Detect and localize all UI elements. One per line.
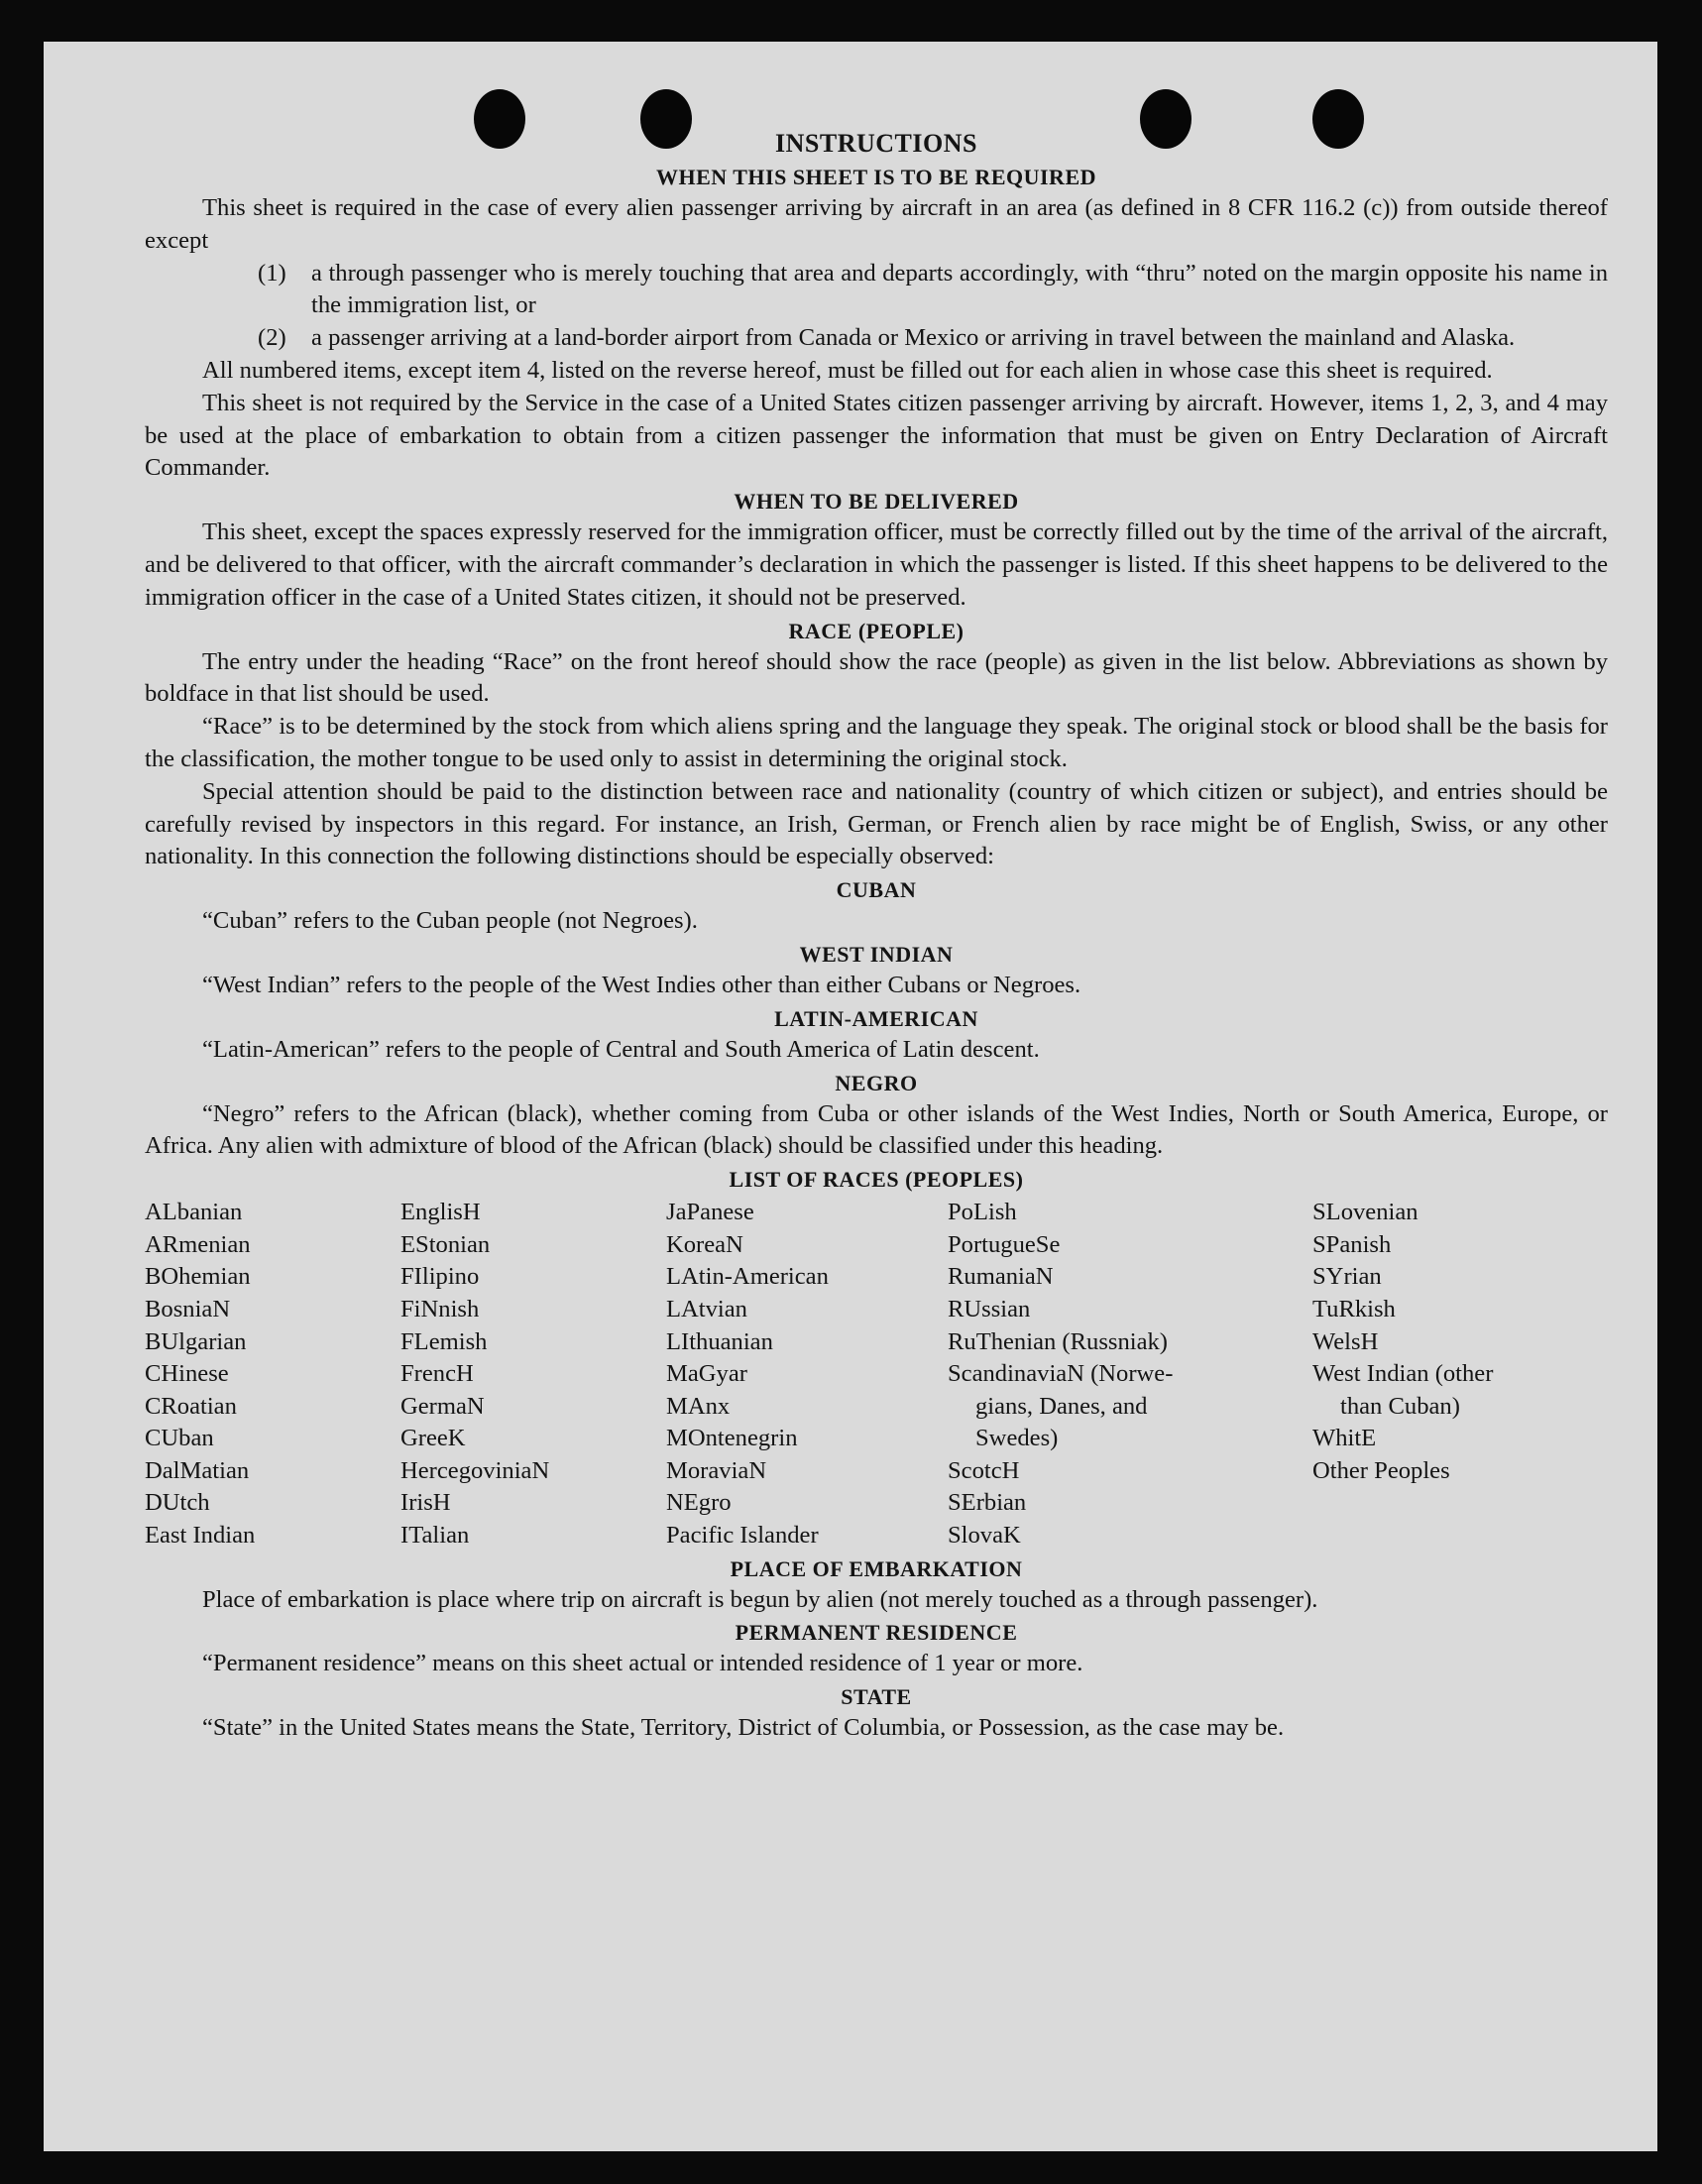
- race-entry: RUssian: [948, 1295, 1031, 1322]
- section-heading-state: STATE: [841, 1684, 912, 1710]
- races-column: [1312, 1197, 1608, 1552]
- required-intro: This sheet is required in the case of every alien passenger arriving by aircraft in an area (as defined in 8 CFR 116.2 (c)) from outside thereof except: [145, 194, 1608, 254]
- race-entry: gians, Danes, and: [975, 1392, 1148, 1420]
- race-entry: CUban: [145, 1425, 214, 1452]
- definition-text: “Negro” refers to the African (black), whether coming from Cuba or other islands of the West Indies, North or South America, Europe, or Africa. Any alien with admixture of blood of the African (black) should be classified under this heading.: [145, 1099, 1608, 1160]
- race-entry: MoraviaN: [666, 1456, 767, 1484]
- definition-heading: WEST INDIAN: [799, 941, 954, 967]
- race-entry: East Indian: [145, 1522, 256, 1550]
- numbered-items-paragraph: All numbered items, except item 4, listed on the reverse hereof, must be filled out for each alien in whose case this sheet is required.: [202, 356, 1493, 384]
- race-entry: GreeK: [400, 1425, 466, 1452]
- race-entry: Other Peoples: [1312, 1456, 1450, 1484]
- exception-number: (2): [258, 324, 286, 352]
- race-entry: DUtch: [145, 1489, 210, 1517]
- race-entry: MaGyar: [666, 1360, 747, 1388]
- exception-number: (1): [258, 259, 286, 287]
- race-entry: SlovaK: [948, 1522, 1021, 1550]
- race-entry: TuRkish: [1312, 1295, 1396, 1322]
- races-column: [400, 1197, 666, 1552]
- exception-item: [258, 322, 1608, 355]
- race-paragraph: “Race” is to be determined by the stock from which aliens spring and the language they speak. The original stock or blood shall be the basis for the classification, the mother tongue to be used only to assist in determining the original stock.: [145, 713, 1608, 772]
- race-entry: Pacific Islander: [666, 1522, 819, 1550]
- race-entry: HercegoviniaN: [400, 1456, 550, 1484]
- race-entry: SLovenian: [1312, 1199, 1418, 1226]
- definition-text: “Latin-American” refers to the people of Central and South America of Latin descent.: [202, 1035, 1040, 1063]
- race-entry: CRoatian: [145, 1392, 237, 1420]
- race-entry: GermaN: [400, 1392, 485, 1420]
- state-paragraph: “State” in the United States means the State, Territory, District of Columbia, or Possession, as the case may be.: [202, 1714, 1285, 1742]
- race-entry: ScotcH: [948, 1456, 1020, 1484]
- race-entry: ITalian: [400, 1522, 470, 1550]
- race-entry: FLemish: [400, 1327, 488, 1355]
- exception-item: [258, 258, 1608, 323]
- race-entry: NEgro: [666, 1489, 732, 1517]
- race-entry: DalMatian: [145, 1456, 250, 1484]
- race-entry: SErbian: [948, 1489, 1027, 1517]
- race-entry: WhitE: [1312, 1425, 1377, 1452]
- race-entry: FrencH: [400, 1360, 474, 1388]
- exception-text: a through passenger who is merely touching that area and departs accordingly, with “thru” noted on the margin opposite his name in the immigration list, or: [311, 259, 1608, 319]
- races-list-heading: LIST OF RACES (PEOPLES): [729, 1167, 1024, 1193]
- definition-heading: NEGRO: [835, 1070, 918, 1095]
- section-heading-delivered: WHEN TO BE DELIVERED: [734, 489, 1019, 515]
- race-entry: RumaniaN: [948, 1263, 1054, 1291]
- race-entry: PortugueSe: [948, 1230, 1061, 1258]
- residence-paragraph: “Permanent residence” means on this sheet actual or intended residence of 1 year or more.: [202, 1650, 1083, 1677]
- section-heading-residence: PERMANENT RESIDENCE: [735, 1620, 1018, 1646]
- section-heading-embarkation: PLACE OF EMBARKATION: [730, 1555, 1023, 1581]
- section-heading-race: RACE (PEOPLE): [788, 618, 964, 643]
- race-entry: SYrian: [1312, 1263, 1382, 1291]
- race-entry: SPanish: [1312, 1230, 1392, 1258]
- race-entry: ScandinaviaN (Norwe-: [948, 1360, 1174, 1388]
- race-entry: EnglisH: [400, 1199, 481, 1226]
- race-entry: CHinese: [145, 1360, 229, 1388]
- document-sheet: [44, 42, 1657, 2151]
- section-heading-required: WHEN THIS SHEET IS TO BE REQUIRED: [655, 165, 1097, 189]
- embarkation-paragraph: Place of embarkation is place where trip on aircraft is begun by alien (not merely touched as a through passenger).: [202, 1585, 1318, 1613]
- race-entry: JaPanese: [666, 1199, 754, 1226]
- race-entry: LAtin-American: [666, 1263, 829, 1291]
- definition-text: “Cuban” refers to the Cuban people (not Negroes).: [202, 907, 698, 935]
- races-column: [145, 1197, 400, 1552]
- definition-heading: CUBAN: [836, 877, 917, 903]
- definition-text: “West Indian” refers to the people of the West Indies other than either Cubans or Negroes.: [202, 971, 1081, 998]
- race-entry: MAnx: [666, 1392, 731, 1420]
- race-entry: IrisH: [400, 1489, 451, 1517]
- race-entry: BosniaN: [145, 1295, 231, 1322]
- race-entry: MOntenegrin: [666, 1425, 798, 1452]
- race-entry: PoLish: [948, 1199, 1017, 1226]
- race-entry: KoreaN: [666, 1230, 743, 1258]
- race-entry: than Cuban): [1340, 1392, 1460, 1420]
- race-entry: Swedes): [975, 1425, 1059, 1452]
- race-paragraph: Special attention should be paid to the distinction between race and nationality (country of which citizen or subject), and entries should be carefully revised by inspectors in this regard. For instance, an Irish, German, or French alien by race might be of English, Swiss, or any other nationality. In this connection the following distinctions should be especially observed:: [145, 777, 1608, 870]
- race-entry: West Indian (other: [1312, 1360, 1494, 1388]
- race-entry: WelsH: [1312, 1327, 1379, 1355]
- instructions-text: [145, 127, 1608, 1745]
- race-paragraph: The entry under the heading “Race” on the front hereof should show the race (people) as given in the list below. Abbreviations as shown by boldface in that list should be used.: [145, 647, 1608, 708]
- page-title: INSTRUCTIONS: [775, 129, 977, 158]
- races-column: [948, 1197, 1312, 1552]
- race-entry: BUlgarian: [145, 1327, 247, 1355]
- citizen-paragraph: This sheet is not required by the Service in the case of a United States citizen passenger arriving by aircraft. However, items 1, 2, 3, and 4 may be used at the place of embarkation to obtain from a citizen passenger the information that must be given on Entry Declaration of Aircraft Commander.: [145, 389, 1608, 482]
- race-entry: BOhemian: [145, 1263, 251, 1291]
- race-entry: FiNnish: [400, 1295, 480, 1322]
- definition-heading: LATIN-AMERICAN: [774, 1005, 978, 1031]
- race-entry: ARmenian: [145, 1230, 251, 1258]
- races-list: [145, 1197, 1608, 1552]
- races-column: [666, 1197, 948, 1552]
- race-entry: LIthuanian: [666, 1327, 773, 1355]
- race-entry: FIlipino: [400, 1263, 480, 1291]
- race-entry: ALbanian: [145, 1199, 243, 1226]
- race-entry: LAtvian: [666, 1295, 747, 1322]
- race-entry: EStonian: [400, 1230, 491, 1258]
- race-entry: RuThenian (Russniak): [948, 1327, 1168, 1355]
- exception-text: a passenger arriving at a land-border airport from Canada or Mexico or arriving in travel between the mainland and Alaska.: [311, 324, 1516, 352]
- delivered-paragraph: This sheet, except the spaces expressly reserved for the immigration officer, must be correctly filled out by the time of the arrival of the aircraft, and be delivered to that officer, with the aircraft commander’s declaration in which the passenger is listed. If this sheet happens to be delivered to the immigration officer in the case of a United States citizen, it should not be preserved.: [145, 518, 1608, 611]
